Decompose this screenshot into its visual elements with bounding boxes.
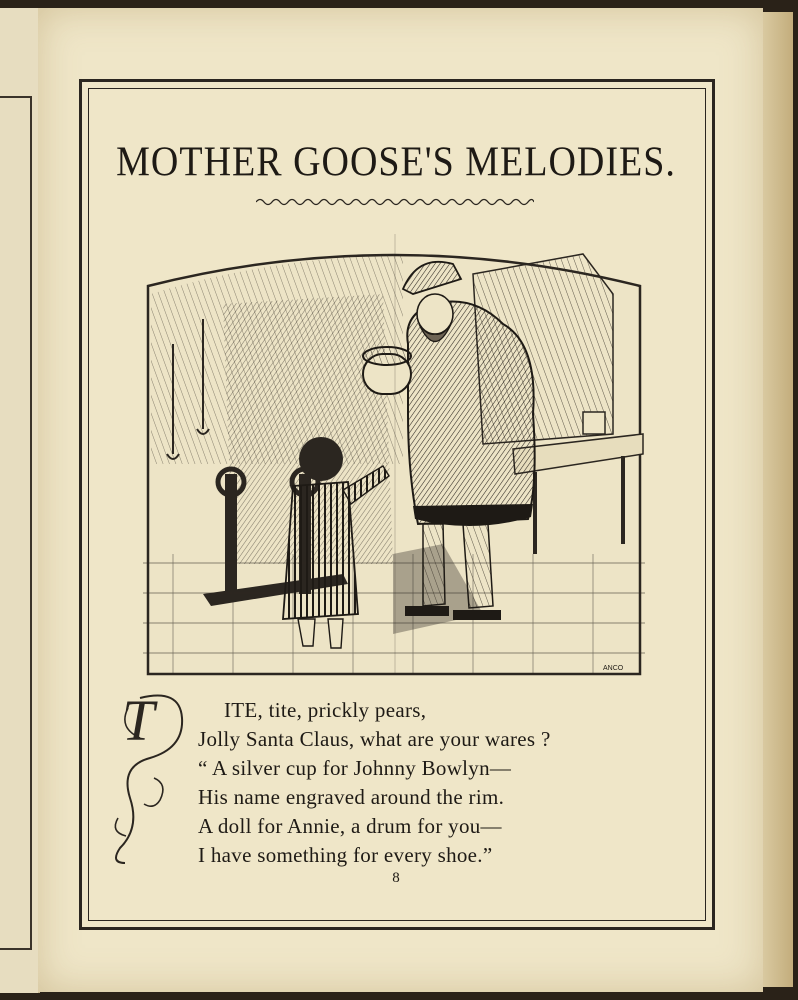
verse-line-4: His name engraved around the rim. bbox=[198, 785, 505, 809]
engraver-signature: ANCO bbox=[603, 665, 624, 672]
dropcap-letter: T bbox=[122, 688, 155, 753]
page-title: MOTHER GOOSE'S MELODIES. bbox=[116, 138, 676, 186]
verse-line-3: “ A silver cup for Johnny Bowlyn— bbox=[198, 756, 512, 780]
book-page bbox=[38, 8, 763, 992]
previous-page-frame bbox=[0, 96, 32, 950]
verse-line-6: I have something for every shoe.” bbox=[198, 843, 493, 867]
verse-text bbox=[198, 696, 678, 870]
page-number: 8 bbox=[392, 870, 400, 886]
previous-page-edge bbox=[0, 8, 40, 993]
verse-line-5: A doll for Annie, a drum for you— bbox=[198, 814, 502, 838]
decorative-wavy-rule bbox=[256, 196, 534, 208]
verse-line-1: ITE, tite, prickly pears, bbox=[224, 698, 427, 722]
page-stack-edge bbox=[763, 12, 793, 987]
santa-claus-engraving bbox=[143, 234, 645, 679]
verse-line-2: Jolly Santa Claus, what are your wares ? bbox=[198, 727, 551, 751]
